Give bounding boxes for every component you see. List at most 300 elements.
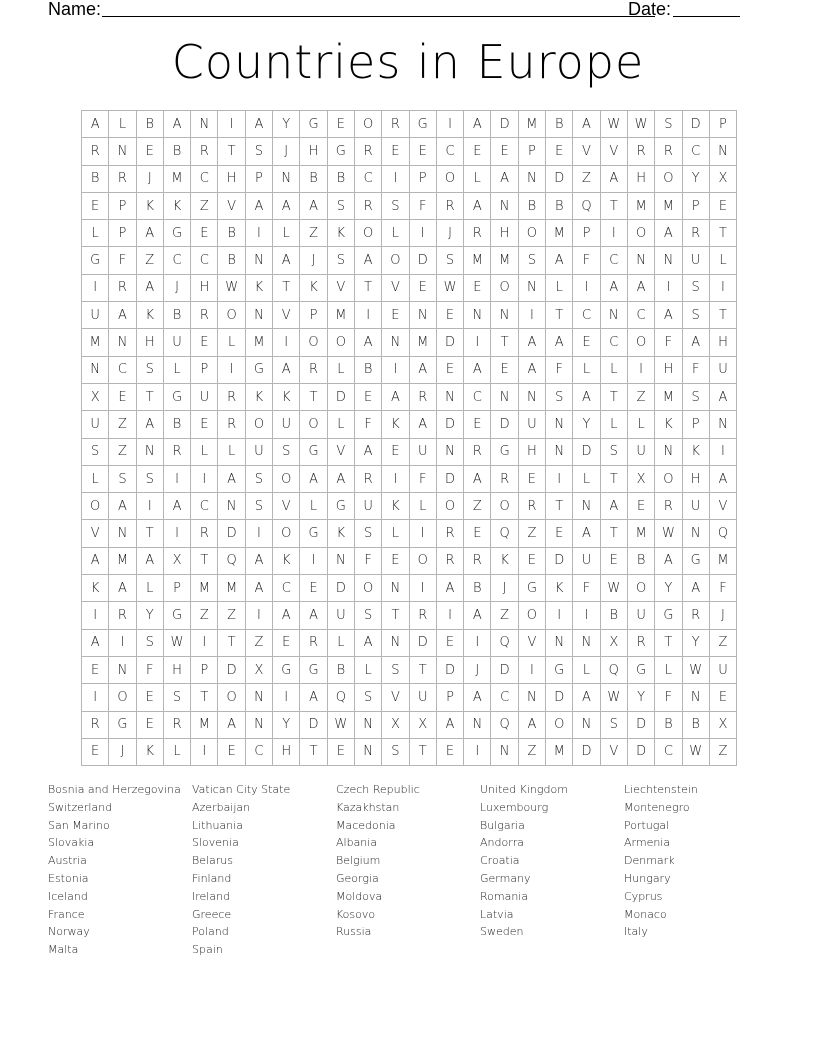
grid-cell[interactable]: Z [109, 439, 136, 466]
grid-cell[interactable]: R [491, 466, 518, 493]
grid-cell[interactable]: V [218, 193, 245, 220]
grid-cell[interactable]: N [546, 630, 573, 657]
grid-cell[interactable]: R [82, 138, 109, 165]
grid-cell[interactable]: H [491, 220, 518, 247]
grid-cell[interactable]: T [410, 739, 437, 766]
grid-cell[interactable]: D [328, 575, 355, 602]
grid-cell[interactable]: S [437, 247, 464, 274]
grid-cell[interactable]: D [491, 657, 518, 684]
grid-cell[interactable]: X [82, 384, 109, 411]
grid-cell[interactable]: M [164, 166, 191, 193]
grid-cell[interactable]: C [628, 302, 655, 329]
grid-cell[interactable]: S [164, 684, 191, 711]
grid-cell[interactable]: O [355, 575, 382, 602]
grid-cell[interactable]: N [218, 493, 245, 520]
grid-cell[interactable]: O [655, 166, 682, 193]
grid-cell[interactable]: N [491, 739, 518, 766]
grid-cell[interactable]: A [546, 329, 573, 356]
grid-cell[interactable]: U [328, 602, 355, 629]
grid-cell[interactable]: B [164, 302, 191, 329]
grid-cell[interactable]: A [273, 247, 300, 274]
grid-cell[interactable]: N [273, 166, 300, 193]
grid-cell[interactable]: W [601, 684, 628, 711]
grid-cell[interactable]: B [218, 247, 245, 274]
grid-cell[interactable]: N [355, 739, 382, 766]
grid-cell[interactable]: A [573, 111, 600, 138]
grid-cell[interactable]: N [519, 166, 546, 193]
grid-cell[interactable]: E [601, 548, 628, 575]
grid-cell[interactable]: K [328, 520, 355, 547]
grid-cell[interactable]: D [628, 739, 655, 766]
grid-cell[interactable]: X [628, 466, 655, 493]
grid-cell[interactable]: R [683, 602, 710, 629]
grid-cell[interactable]: N [82, 357, 109, 384]
grid-cell[interactable]: E [410, 138, 437, 165]
grid-cell[interactable]: A [109, 302, 136, 329]
grid-cell[interactable]: A [710, 466, 737, 493]
grid-cell[interactable]: H [628, 166, 655, 193]
grid-cell[interactable]: E [328, 111, 355, 138]
grid-cell[interactable]: O [628, 575, 655, 602]
grid-cell[interactable]: E [218, 739, 245, 766]
grid-cell[interactable]: P [300, 302, 327, 329]
grid-cell[interactable]: A [437, 575, 464, 602]
grid-cell[interactable]: S [109, 466, 136, 493]
grid-cell[interactable]: L [573, 466, 600, 493]
grid-cell[interactable]: I [410, 520, 437, 547]
grid-cell[interactable]: O [628, 329, 655, 356]
grid-cell[interactable]: P [710, 111, 737, 138]
grid-cell[interactable]: R [464, 439, 491, 466]
grid-cell[interactable]: T [191, 548, 218, 575]
grid-cell[interactable]: A [601, 275, 628, 302]
grid-cell[interactable]: A [546, 247, 573, 274]
grid-cell[interactable]: I [655, 275, 682, 302]
grid-cell[interactable]: A [137, 411, 164, 438]
grid-cell[interactable]: K [137, 739, 164, 766]
grid-cell[interactable]: N [109, 520, 136, 547]
grid-cell[interactable]: D [491, 411, 518, 438]
grid-cell[interactable]: D [437, 411, 464, 438]
grid-cell[interactable]: A [464, 466, 491, 493]
grid-cell[interactable]: X [164, 548, 191, 575]
grid-cell[interactable]: E [137, 712, 164, 739]
grid-cell[interactable]: N [655, 247, 682, 274]
grid-cell[interactable]: B [328, 166, 355, 193]
grid-cell[interactable]: X [710, 712, 737, 739]
grid-cell[interactable]: Y [683, 166, 710, 193]
grid-cell[interactable]: V [328, 439, 355, 466]
grid-cell[interactable]: A [437, 712, 464, 739]
grid-cell[interactable]: A [519, 329, 546, 356]
grid-cell[interactable]: H [164, 657, 191, 684]
grid-cell[interactable]: L [328, 630, 355, 657]
grid-cell[interactable]: I [82, 275, 109, 302]
grid-cell[interactable]: N [710, 138, 737, 165]
grid-cell[interactable]: N [519, 684, 546, 711]
grid-cell[interactable]: Q [491, 520, 518, 547]
grid-cell[interactable]: O [300, 411, 327, 438]
grid-cell[interactable]: G [164, 220, 191, 247]
grid-cell[interactable]: S [382, 739, 409, 766]
grid-cell[interactable]: O [273, 520, 300, 547]
grid-cell[interactable]: A [382, 384, 409, 411]
grid-cell[interactable]: A [464, 602, 491, 629]
grid-cell[interactable]: N [437, 439, 464, 466]
grid-cell[interactable]: W [218, 275, 245, 302]
grid-cell[interactable]: N [573, 493, 600, 520]
grid-cell[interactable]: U [628, 602, 655, 629]
grid-cell[interactable]: F [355, 411, 382, 438]
grid-cell[interactable]: T [601, 193, 628, 220]
grid-cell[interactable]: C [683, 138, 710, 165]
grid-cell[interactable]: I [437, 602, 464, 629]
grid-cell[interactable]: C [246, 739, 273, 766]
grid-cell[interactable]: B [355, 357, 382, 384]
grid-cell[interactable]: A [710, 384, 737, 411]
grid-cell[interactable]: U [191, 384, 218, 411]
grid-cell[interactable]: I [191, 739, 218, 766]
grid-cell[interactable]: E [300, 575, 327, 602]
grid-cell[interactable]: E [82, 657, 109, 684]
grid-cell[interactable]: L [109, 111, 136, 138]
grid-cell[interactable]: W [328, 712, 355, 739]
grid-cell[interactable]: O [218, 684, 245, 711]
grid-cell[interactable]: M [246, 329, 273, 356]
grid-cell[interactable]: S [328, 247, 355, 274]
grid-cell[interactable]: P [519, 138, 546, 165]
grid-cell[interactable]: R [655, 493, 682, 520]
grid-cell[interactable]: A [300, 602, 327, 629]
grid-cell[interactable]: L [710, 247, 737, 274]
grid-cell[interactable]: I [82, 684, 109, 711]
grid-cell[interactable]: F [410, 466, 437, 493]
grid-cell[interactable]: V [273, 493, 300, 520]
grid-cell[interactable]: U [82, 411, 109, 438]
grid-cell[interactable]: E [382, 548, 409, 575]
grid-cell[interactable]: B [164, 411, 191, 438]
grid-cell[interactable]: G [546, 657, 573, 684]
grid-cell[interactable]: M [464, 247, 491, 274]
grid-cell[interactable]: S [137, 357, 164, 384]
grid-cell[interactable]: E [464, 411, 491, 438]
grid-cell[interactable]: O [355, 220, 382, 247]
grid-cell[interactable]: L [164, 357, 191, 384]
grid-cell[interactable]: I [355, 302, 382, 329]
grid-cell[interactable]: G [410, 111, 437, 138]
grid-cell[interactable]: I [109, 630, 136, 657]
grid-cell[interactable]: M [82, 329, 109, 356]
grid-cell[interactable]: A [519, 712, 546, 739]
grid-cell[interactable]: S [355, 520, 382, 547]
grid-cell[interactable]: R [355, 466, 382, 493]
grid-cell[interactable]: I [382, 357, 409, 384]
grid-cell[interactable]: B [137, 111, 164, 138]
grid-cell[interactable]: P [109, 220, 136, 247]
grid-cell[interactable]: K [655, 411, 682, 438]
grid-cell[interactable]: C [191, 493, 218, 520]
grid-cell[interactable]: C [355, 166, 382, 193]
grid-cell[interactable]: B [546, 193, 573, 220]
grid-cell[interactable]: G [628, 657, 655, 684]
grid-cell[interactable]: E [191, 411, 218, 438]
grid-cell[interactable]: A [82, 630, 109, 657]
grid-cell[interactable]: K [382, 493, 409, 520]
grid-cell[interactable]: L [655, 657, 682, 684]
grid-cell[interactable]: Y [273, 712, 300, 739]
grid-cell[interactable]: H [137, 329, 164, 356]
grid-cell[interactable]: U [710, 657, 737, 684]
grid-cell[interactable]: A [246, 193, 273, 220]
grid-cell[interactable]: W [164, 630, 191, 657]
grid-cell[interactable]: N [109, 329, 136, 356]
grid-cell[interactable]: W [601, 575, 628, 602]
grid-cell[interactable]: V [573, 138, 600, 165]
grid-cell[interactable]: S [655, 111, 682, 138]
grid-cell[interactable]: T [655, 630, 682, 657]
grid-cell[interactable]: M [191, 575, 218, 602]
grid-cell[interactable]: E [191, 220, 218, 247]
grid-cell[interactable]: L [382, 520, 409, 547]
grid-cell[interactable]: R [437, 193, 464, 220]
grid-cell[interactable]: N [573, 712, 600, 739]
grid-cell[interactable]: N [355, 712, 382, 739]
grid-cell[interactable]: G [109, 712, 136, 739]
grid-cell[interactable]: A [137, 275, 164, 302]
grid-cell[interactable]: C [491, 684, 518, 711]
grid-cell[interactable]: H [218, 166, 245, 193]
grid-cell[interactable]: G [164, 602, 191, 629]
grid-cell[interactable]: J [491, 575, 518, 602]
grid-cell[interactable]: D [683, 111, 710, 138]
grid-cell[interactable]: B [601, 602, 628, 629]
grid-cell[interactable]: N [628, 247, 655, 274]
grid-cell[interactable]: X [246, 657, 273, 684]
grid-cell[interactable]: L [300, 493, 327, 520]
grid-cell[interactable]: A [164, 493, 191, 520]
grid-cell[interactable]: K [683, 439, 710, 466]
grid-cell[interactable]: N [683, 684, 710, 711]
grid-cell[interactable]: N [464, 712, 491, 739]
grid-cell[interactable]: D [491, 111, 518, 138]
grid-cell[interactable]: Z [491, 602, 518, 629]
grid-cell[interactable]: D [218, 657, 245, 684]
grid-cell[interactable]: M [628, 193, 655, 220]
grid-cell[interactable]: S [355, 684, 382, 711]
grid-cell[interactable]: Z [246, 630, 273, 657]
grid-cell[interactable]: R [82, 712, 109, 739]
grid-cell[interactable]: G [519, 575, 546, 602]
grid-cell[interactable]: D [437, 466, 464, 493]
grid-cell[interactable]: O [328, 329, 355, 356]
grid-cell[interactable]: M [655, 193, 682, 220]
grid-cell[interactable]: J [300, 247, 327, 274]
grid-cell[interactable]: X [710, 166, 737, 193]
grid-cell[interactable]: A [410, 357, 437, 384]
grid-cell[interactable]: U [683, 493, 710, 520]
grid-cell[interactable]: A [628, 275, 655, 302]
grid-cell[interactable]: N [519, 275, 546, 302]
grid-cell[interactable]: L [164, 739, 191, 766]
grid-cell[interactable]: Q [601, 657, 628, 684]
grid-cell[interactable]: I [300, 548, 327, 575]
grid-cell[interactable]: F [546, 357, 573, 384]
grid-cell[interactable]: A [655, 548, 682, 575]
grid-cell[interactable]: E [546, 520, 573, 547]
grid-cell[interactable]: S [382, 193, 409, 220]
grid-cell[interactable]: E [519, 548, 546, 575]
grid-cell[interactable]: Z [191, 602, 218, 629]
grid-cell[interactable]: I [164, 520, 191, 547]
grid-cell[interactable]: D [437, 329, 464, 356]
grid-cell[interactable]: G [491, 439, 518, 466]
grid-cell[interactable]: F [710, 575, 737, 602]
grid-cell[interactable]: M [328, 302, 355, 329]
grid-cell[interactable]: K [82, 575, 109, 602]
grid-cell[interactable]: W [437, 275, 464, 302]
grid-cell[interactable]: K [137, 302, 164, 329]
grid-cell[interactable]: E [82, 739, 109, 766]
grid-cell[interactable]: K [164, 193, 191, 220]
grid-cell[interactable]: V [601, 739, 628, 766]
grid-cell[interactable]: N [382, 630, 409, 657]
grid-cell[interactable]: I [410, 220, 437, 247]
grid-cell[interactable]: N [410, 302, 437, 329]
grid-cell[interactable]: V [382, 275, 409, 302]
grid-cell[interactable]: N [546, 411, 573, 438]
grid-cell[interactable]: A [464, 684, 491, 711]
grid-cell[interactable]: P [246, 166, 273, 193]
grid-cell[interactable]: D [410, 630, 437, 657]
grid-cell[interactable]: B [546, 111, 573, 138]
grid-cell[interactable]: Z [300, 220, 327, 247]
grid-cell[interactable]: R [410, 384, 437, 411]
grid-cell[interactable]: A [246, 548, 273, 575]
grid-cell[interactable]: A [683, 329, 710, 356]
grid-cell[interactable]: T [300, 739, 327, 766]
grid-cell[interactable]: F [355, 548, 382, 575]
grid-cell[interactable]: K [246, 275, 273, 302]
grid-cell[interactable]: S [82, 439, 109, 466]
grid-cell[interactable]: B [683, 712, 710, 739]
grid-cell[interactable]: L [218, 329, 245, 356]
grid-cell[interactable]: G [683, 548, 710, 575]
grid-cell[interactable]: R [300, 630, 327, 657]
grid-cell[interactable]: R [437, 520, 464, 547]
grid-cell[interactable]: Q [710, 520, 737, 547]
grid-cell[interactable]: G [300, 111, 327, 138]
grid-cell[interactable]: T [300, 384, 327, 411]
grid-cell[interactable]: H [300, 138, 327, 165]
grid-cell[interactable]: M [410, 329, 437, 356]
grid-cell[interactable]: E [464, 138, 491, 165]
grid-cell[interactable]: N [246, 712, 273, 739]
grid-cell[interactable]: P [683, 411, 710, 438]
grid-cell[interactable]: E [382, 439, 409, 466]
grid-cell[interactable]: A [519, 357, 546, 384]
grid-cell[interactable]: E [82, 193, 109, 220]
grid-cell[interactable]: J [437, 220, 464, 247]
grid-cell[interactable]: F [410, 193, 437, 220]
grid-cell[interactable]: G [300, 439, 327, 466]
grid-cell[interactable]: K [273, 548, 300, 575]
grid-cell[interactable]: R [628, 630, 655, 657]
grid-cell[interactable]: N [109, 138, 136, 165]
grid-cell[interactable]: S [328, 193, 355, 220]
grid-cell[interactable]: I [164, 466, 191, 493]
grid-cell[interactable]: T [601, 466, 628, 493]
grid-cell[interactable]: A [300, 193, 327, 220]
grid-cell[interactable]: D [410, 247, 437, 274]
grid-cell[interactable]: L [410, 493, 437, 520]
grid-cell[interactable]: V [82, 520, 109, 547]
grid-cell[interactable]: I [410, 575, 437, 602]
grid-cell[interactable]: L [328, 357, 355, 384]
grid-cell[interactable]: U [355, 493, 382, 520]
grid-cell[interactable]: O [655, 466, 682, 493]
grid-cell[interactable]: A [355, 247, 382, 274]
grid-cell[interactable]: H [519, 439, 546, 466]
grid-cell[interactable]: O [355, 111, 382, 138]
grid-cell[interactable]: O [519, 602, 546, 629]
grid-cell[interactable]: U [410, 439, 437, 466]
grid-cell[interactable]: Q [491, 712, 518, 739]
grid-cell[interactable]: M [218, 575, 245, 602]
grid-cell[interactable]: H [273, 739, 300, 766]
grid-cell[interactable]: L [573, 357, 600, 384]
grid-cell[interactable]: Y [655, 575, 682, 602]
grid-cell[interactable]: E [710, 684, 737, 711]
grid-cell[interactable]: P [191, 357, 218, 384]
grid-cell[interactable]: D [437, 657, 464, 684]
grid-cell[interactable]: K [328, 220, 355, 247]
grid-cell[interactable]: I [218, 357, 245, 384]
grid-cell[interactable]: E [382, 138, 409, 165]
grid-cell[interactable]: T [218, 630, 245, 657]
grid-cell[interactable]: A [273, 602, 300, 629]
grid-cell[interactable]: F [655, 684, 682, 711]
grid-cell[interactable]: S [137, 466, 164, 493]
grid-cell[interactable]: C [464, 384, 491, 411]
grid-cell[interactable]: T [273, 275, 300, 302]
grid-cell[interactable]: A [601, 493, 628, 520]
grid-cell[interactable]: G [164, 384, 191, 411]
grid-cell[interactable]: V [273, 302, 300, 329]
grid-cell[interactable]: J [137, 166, 164, 193]
grid-cell[interactable]: I [218, 111, 245, 138]
grid-cell[interactable]: M [628, 520, 655, 547]
grid-cell[interactable]: E [410, 275, 437, 302]
grid-cell[interactable]: P [410, 166, 437, 193]
grid-cell[interactable]: I [273, 684, 300, 711]
grid-cell[interactable]: L [601, 411, 628, 438]
grid-cell[interactable]: K [382, 411, 409, 438]
grid-cell[interactable]: A [246, 575, 273, 602]
grid-cell[interactable]: U [410, 684, 437, 711]
grid-cell[interactable]: L [573, 657, 600, 684]
grid-cell[interactable]: K [137, 193, 164, 220]
grid-cell[interactable]: A [218, 466, 245, 493]
grid-cell[interactable]: F [137, 657, 164, 684]
grid-cell[interactable]: N [328, 548, 355, 575]
grid-cell[interactable]: K [546, 575, 573, 602]
grid-cell[interactable]: A [82, 548, 109, 575]
grid-cell[interactable]: S [137, 630, 164, 657]
grid-cell[interactable]: G [82, 247, 109, 274]
grid-cell[interactable]: N [109, 657, 136, 684]
grid-cell[interactable]: S [246, 466, 273, 493]
grid-cell[interactable]: U [273, 411, 300, 438]
